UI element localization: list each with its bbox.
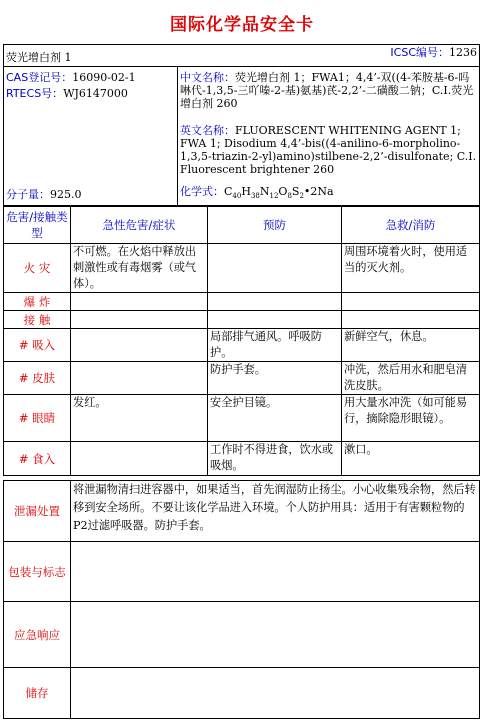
- storage-text: [71, 668, 480, 719]
- contact-aid: [342, 311, 480, 329]
- english-name: FLUORESCENT WHITENING AGENT 1; FWA 1; Disodium 4,4’-bis((4-anilino-6-morpholino-1,3,5-triazin-2-yl)amino)stilbene-2,2’-disulfonate; C.I. Fluorescent brightener 260: [180, 124, 477, 176]
- cas-number: 16090-02-1: [72, 71, 136, 84]
- rtecs-line: RTECS号：WJ6147000: [6, 87, 128, 100]
- short-name: 荧光增白剂 1: [6, 51, 72, 64]
- packaging-text: [71, 542, 480, 602]
- row-label-inhalation: # 吸入: [4, 329, 71, 362]
- eyes-prevention: 安全护目镜。: [208, 395, 342, 442]
- inhalation-prevention: 局部排气通风。呼吸防护。: [208, 329, 342, 362]
- row-label-eyes: # 眼睛: [4, 395, 71, 442]
- contact-prevention: [208, 311, 342, 329]
- en-name-block: 英文名称：FLUORESCENT WHITENING AGENT 1; FWA 1; Disodium 4,4’-bis((4-anilino-6-morpholino-1,3,5-triazin-2-yl)amino)stilbene-2,2’-disulfonate; C.I. Fluorescent brightener 260: [180, 124, 477, 176]
- fire-prevention: [208, 244, 342, 293]
- emergency-label: 应急响应: [4, 602, 71, 668]
- header-acute: 急性危害/症状: [71, 207, 208, 244]
- row-label-contact: 接 触: [4, 311, 71, 329]
- id-right-cell: [178, 67, 480, 206]
- skin-acute: [71, 362, 208, 395]
- cas-line: CAS登记号：16090-02-1: [6, 71, 136, 84]
- card-title: 国际化学品安全卡: [170, 15, 314, 35]
- explosion-aid: [342, 293, 480, 311]
- explosion-prevention: [208, 293, 342, 311]
- eyes-acute: 发红。: [71, 395, 208, 442]
- id-left-cell: [4, 67, 178, 206]
- icsc-number: ICSC编号：1236: [390, 46, 477, 59]
- emergency-text: [71, 602, 480, 668]
- leak-text: 将泄漏物清扫进容器中，如果适当，首先润湿防止扬尘。小心收集残余物，然后转移到安全场所。不要让该化学品进入环境。个人防护用具：适用于有害颗粒物的P2过滤呼吸器。防护手套。: [71, 481, 480, 542]
- packaging-label: 包装与标志: [4, 542, 71, 602]
- molecular-weight: 925.0: [50, 188, 82, 201]
- skin-prevention: 防护手套。: [208, 362, 342, 395]
- storage-label: 储存: [4, 668, 71, 719]
- hazard-table: [3, 206, 480, 476]
- ingestion-acute: [71, 442, 208, 476]
- fire-acute: 不可燃。在火焰中释放出刺激性或有毒烟雾（或气体）。: [71, 244, 208, 293]
- fire-aid: 周围环境着火时，使用适当的灭火剂。: [342, 244, 480, 293]
- header-prevention: 预防: [208, 207, 342, 244]
- explosion-acute: [71, 293, 208, 311]
- row-label-ingestion: # 食入: [4, 442, 71, 476]
- leak-label: 泄漏处置: [4, 481, 71, 542]
- skin-aid: 冲洗，然后用水和肥皂清洗皮肤。: [342, 362, 480, 395]
- contact-acute: [71, 311, 208, 329]
- mw-line: 分子量：925.0: [6, 188, 82, 201]
- handling-table: [3, 480, 480, 719]
- eyes-aid: 用大量水冲洗（如可能易行，摘除隐形眼镜）。: [342, 395, 480, 442]
- identification-table: [3, 66, 480, 206]
- name-row: [4, 45, 480, 67]
- formula-line: 化学式：$C_{40}H_{38}N_{12}O_8S_2•2Na$: [180, 184, 334, 200]
- ingestion-aid: 漱口。: [342, 442, 480, 476]
- header-hazard-type: 危害/接触类型: [4, 207, 71, 244]
- chemical-formula: $C_{40}H_{38}N_{12}O_8S_2•2Na$: [224, 184, 334, 200]
- cn-name-block: 中文名称：荧光增白剂 1；FWA1；4,4’-双((4-苯胺基-6-吗啉代-1,3,5-三吖嗪-2-基)氨基)芪-2,2’-二磺酸二钠；C.I.荧光增白剂 260: [180, 71, 474, 110]
- inhalation-acute: [71, 329, 208, 362]
- rtecs-number: WJ6147000: [63, 87, 128, 100]
- row-label-fire: 火 灾: [4, 244, 71, 293]
- ingestion-prevention: 工作时不得进食，饮水或吸烟。: [208, 442, 342, 476]
- row-label-explosion: 爆 炸: [4, 293, 71, 311]
- chinese-name: 荧光增白剂 1；FWA1；4,4’-双((4-苯胺基-6-吗啉代-1,3,5-三吖嗪-2-基)氨基)芪-2,2’-二磺酸二钠；C.I.荧光增白剂 260: [180, 71, 474, 110]
- inhalation-aid: 新鲜空气，休息。: [342, 329, 480, 362]
- header-first-aid: 急救/消防: [342, 207, 480, 244]
- row-label-skin: # 皮肤: [4, 362, 71, 395]
- header-table: [3, 44, 480, 67]
